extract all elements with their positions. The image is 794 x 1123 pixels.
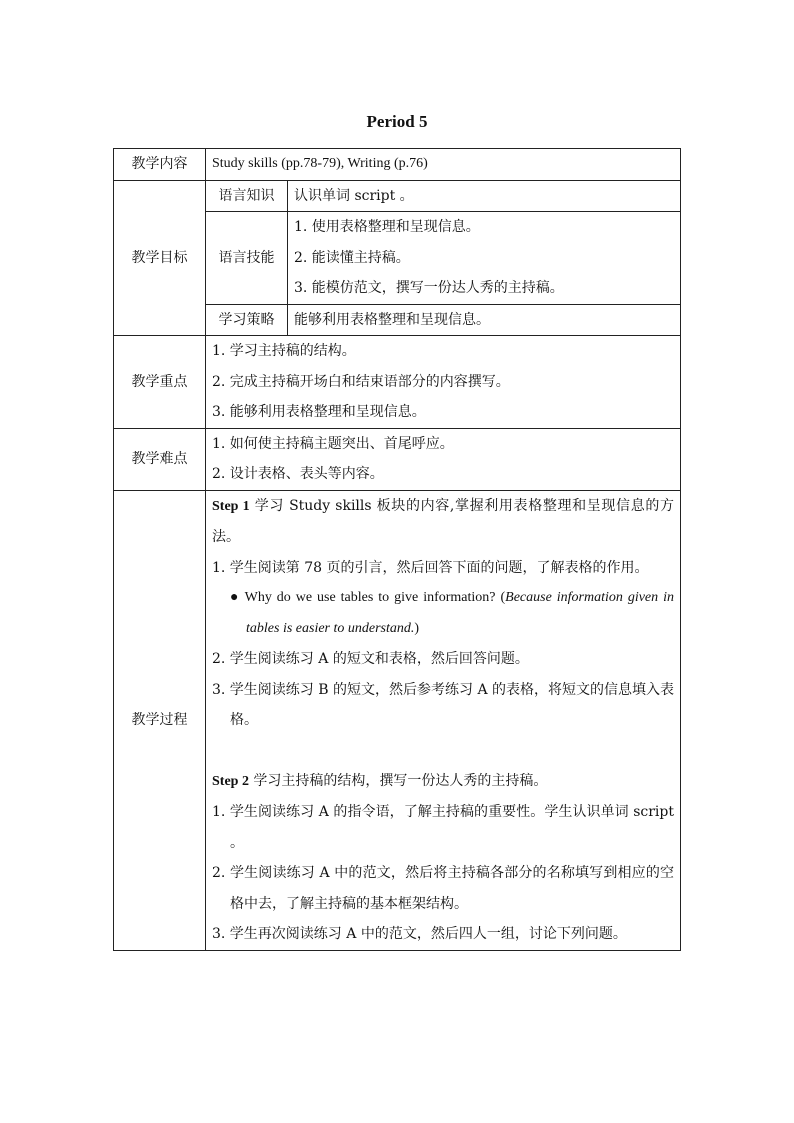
row-content: [114, 149, 681, 181]
list-item: 3. 能够利用表格整理和呈现信息。: [212, 404, 426, 420]
list-item: 2. 学生阅读练习 A 中的范文，然后将主持稿各部分的名称填写到相应的空格中去，了解主持稿的基本框架结构。: [212, 865, 674, 912]
bullet-question-text: ● Why do we use tables to give information? (: [230, 590, 506, 605]
label-difficulties: 教学难点: [114, 428, 206, 490]
list-item: 3. 学生阅读练习 B 的短文，然后参考练习 A 的表格，将短文的信息填入表格。: [212, 681, 675, 728]
row-key-points: [114, 336, 681, 429]
content-value: Study skills (pp.78-79), Writing (p.76): [206, 149, 681, 181]
label-skills: 语言技能: [206, 212, 288, 305]
list-item: 3. 能模仿范文，撰写一份达人秀的主持稿。: [294, 280, 564, 296]
list-item: 1. 如何使主持稿主题突出、首尾呼应。: [212, 435, 454, 452]
list-item: 1. 学习主持稿的结构。: [212, 343, 356, 359]
list-item: 2. 设计表格、表头等内容。: [212, 466, 384, 482]
label-knowledge: 语言知识: [206, 180, 288, 212]
skills-list: [288, 212, 681, 305]
list-item: 2. 学生阅读练习 A 的短文和表格，然后回答问题。: [212, 651, 529, 667]
label-key-points: 教学重点: [114, 336, 206, 429]
step2-paragraph: [212, 766, 674, 798]
lesson-plan-table: [113, 148, 681, 951]
step1-heading: Step 1: [212, 498, 250, 514]
list-item: 2. 完成主持稿开场白和结束语部分的内容撰写。: [212, 373, 510, 390]
list-item: 1. 学生阅读练习 A 的指令语，了解主持稿的重要性。学生认识单词 script 。: [212, 804, 674, 851]
step1-text: 学习 Study skills 板块的内容,掌握利用表格整理和呈现信息的方法。: [212, 497, 674, 545]
bullet-question: [212, 583, 674, 644]
step2-text: 学习主持稿的结构，撰写一份达人秀的主持稿。: [248, 772, 548, 789]
list-item: 3. 学生再次阅读练习 A 中的范文，然后四人一组，讨论下列问题。: [212, 926, 627, 942]
label-content: 教学内容: [114, 149, 206, 181]
key-points-list: [206, 336, 681, 429]
label-objectives: 教学目标: [114, 180, 206, 336]
spacer: [212, 736, 674, 766]
page-title: Period 5: [366, 112, 428, 131]
knowledge-value: 认识单词 script 。: [288, 180, 681, 212]
bullet-close: ): [414, 620, 420, 636]
label-strategy: 学习策略: [206, 304, 288, 336]
step2-heading: Step 2: [212, 773, 249, 789]
strategy-value: 能够利用表格整理和呈现信息。: [288, 304, 681, 336]
row-process: [114, 490, 681, 950]
list-item: 1. 使用表格整理和呈现信息。: [294, 219, 480, 235]
step1-paragraph: [212, 491, 674, 553]
difficulties-list: [206, 428, 681, 490]
process-content: [206, 490, 681, 950]
list-item: 1. 学生阅读第 78 页的引言，然后回答下面的问题，了解表格的作用。: [212, 559, 649, 576]
row-difficulties: [114, 428, 681, 490]
row-objectives-knowledge: [114, 180, 681, 212]
list-item: 2. 能读懂主持稿。: [294, 249, 410, 266]
bullet-answer-text: Because information given in tables is easier to understand.: [246, 590, 674, 636]
label-process: 教学过程: [114, 490, 206, 950]
